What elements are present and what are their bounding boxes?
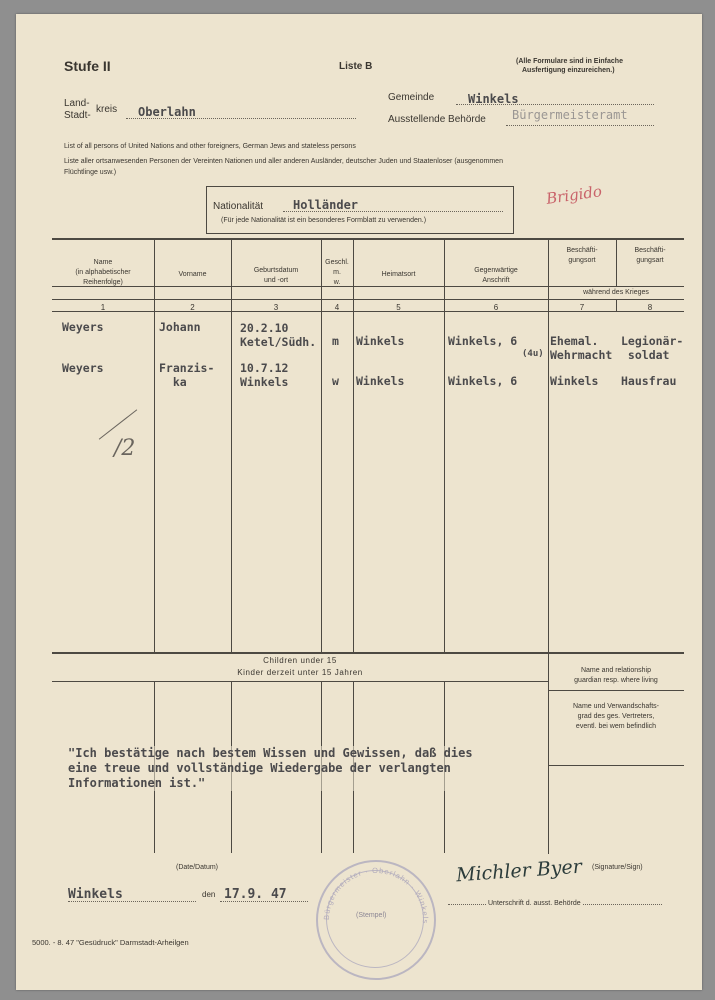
header-geschlecht: Geschl. m. w. [325,259,349,286]
column-number: 5 [396,303,401,312]
column-number: 7 [579,303,585,312]
children-title-de: Kinder derzeit unter 15 Jahren [237,668,363,677]
official-stamp [316,860,436,980]
printer-imprint: 5000. - 8. 47 "Gesüdruck" Darmstadt-Arheilgen [32,938,189,947]
header-beschaeftigungsart: Beschäfti- gungsart [634,247,666,264]
header-anschrift: Gegenwärtige Anschrift [474,267,518,284]
date-label: (Date/Datum) [176,864,219,871]
svg-text:Bürgermeister · Oberlahn · Win: Bürgermeister · Oberlahn · Winkels [321,865,431,925]
margin-mark: /2 [114,436,136,461]
handwritten-stamp: Brigido [545,182,604,208]
header-geburt: Geburtsdatum und -ort [253,267,299,284]
column-number: 8 [647,303,653,312]
behoerde-value: Bürgermeisteramt [512,108,628,122]
behoerde-label: Ausstellende Behörde [388,114,486,125]
table-top-rule [52,238,684,240]
column-number: 3 [273,303,279,312]
date-value: 17.9. 47 [224,887,287,902]
column-number: 1 [100,303,106,312]
nationality-note: (Für jede Nationalität ist ein besonderes Formblatt zu verwenden.) [221,217,427,224]
gemeinde-label: Gemeinde [388,92,435,103]
cell-anschrift-note: (4u) [522,349,544,359]
header-during-war: während des Krieges [583,289,649,296]
header-heimatsort: Heimatsort [381,271,416,278]
list-label: Liste B [339,61,373,72]
column-number: 2 [190,303,195,312]
header-vorname: Vorname [178,271,207,278]
confirmation-statement: "Ich bestätige nach bestem Wissen und Gewissen, daß dies eine treue und vollständige Wiedergabe der verlangten Informationen ist." [68,746,473,790]
cell-beschaeftigungsort: Winkels [550,374,599,388]
guardian-header-en: Name and relationship guardian resp. where living [574,667,658,684]
cell-heimatsort: Winkels [356,334,405,348]
children-title-en: Children under 15 [263,656,337,665]
signature-label: (Signature/Sign) [592,864,643,871]
cell-geschlecht: w [332,374,339,388]
copies-note-2: Ausfertigung einzureichen.) [522,67,615,74]
nationality-label: Nationalität [213,201,264,212]
cell-heimatsort: Winkels [356,374,405,388]
cell-anschrift: Winkels, 6 [448,374,518,388]
stage-title: Stufe II [64,58,111,74]
date-den: den [202,890,216,899]
stadt-label: Stadt- [64,110,91,121]
cell-vorname: Johann [159,320,201,334]
cell-anschrift: Winkels, 6 [448,334,518,348]
stamp-ring-text [318,862,434,978]
description-de-1: Liste aller ortsanwesenden Personen der Vereinten Nationen und aller anderen Ausländer, deutscher Juden und Staatenloser (ausgenommen [64,158,503,165]
stamp-label: (Stempel) [356,912,387,919]
header-name: Name (in alphabetischer Reihenfolge) [75,259,131,286]
cell-name: Weyers [62,320,104,334]
cell-beschaeftigungsart: Hausfrau [621,374,677,388]
form-sheet [16,14,702,990]
description-en: List of all persons of United Nations and other foreigners, German Jews and stateless persons [64,143,356,150]
cell-beschaeftigungsort: Ehemal. Wehrmacht [550,334,613,362]
cell-geburt: 20.2.10 Ketel/Südh. [240,321,317,349]
kreis-value: Oberlahn [138,105,196,119]
kreis-label: kreis [96,104,118,115]
signature: Michler Byer [455,855,583,887]
signature-de-label: Unterschrift d. ausst. Behörde [488,900,581,907]
nationality-value: Holländer [293,198,359,212]
date-place: Winkels [68,887,123,902]
copies-note-1: (Alle Formulare sind in Einfache [516,58,623,65]
cell-name: Weyers [62,361,104,375]
description-de-2: Flüchtlinge usw.) [64,169,117,176]
column-number: 6 [493,303,499,312]
cell-beschaeftigungsart: Legionär- soldat [621,334,684,362]
land-label: Land- [64,98,90,109]
children-top-rule [52,652,684,654]
guardian-header-de: Name und Verwandschafts- grad des ges. Vertreters, eventl. bei wem befindlich [573,703,659,730]
header-beschaeftigungsort: Beschäfti- gungsort [566,247,598,264]
column-number: 4 [334,303,340,312]
nationality-box [206,186,514,234]
gemeinde-value: Winkels [468,92,519,106]
cell-geburt: 10.7.12 Winkels [240,361,289,389]
cell-vorname: Franzis- ka [159,361,215,389]
cell-geschlecht: m [332,334,339,348]
